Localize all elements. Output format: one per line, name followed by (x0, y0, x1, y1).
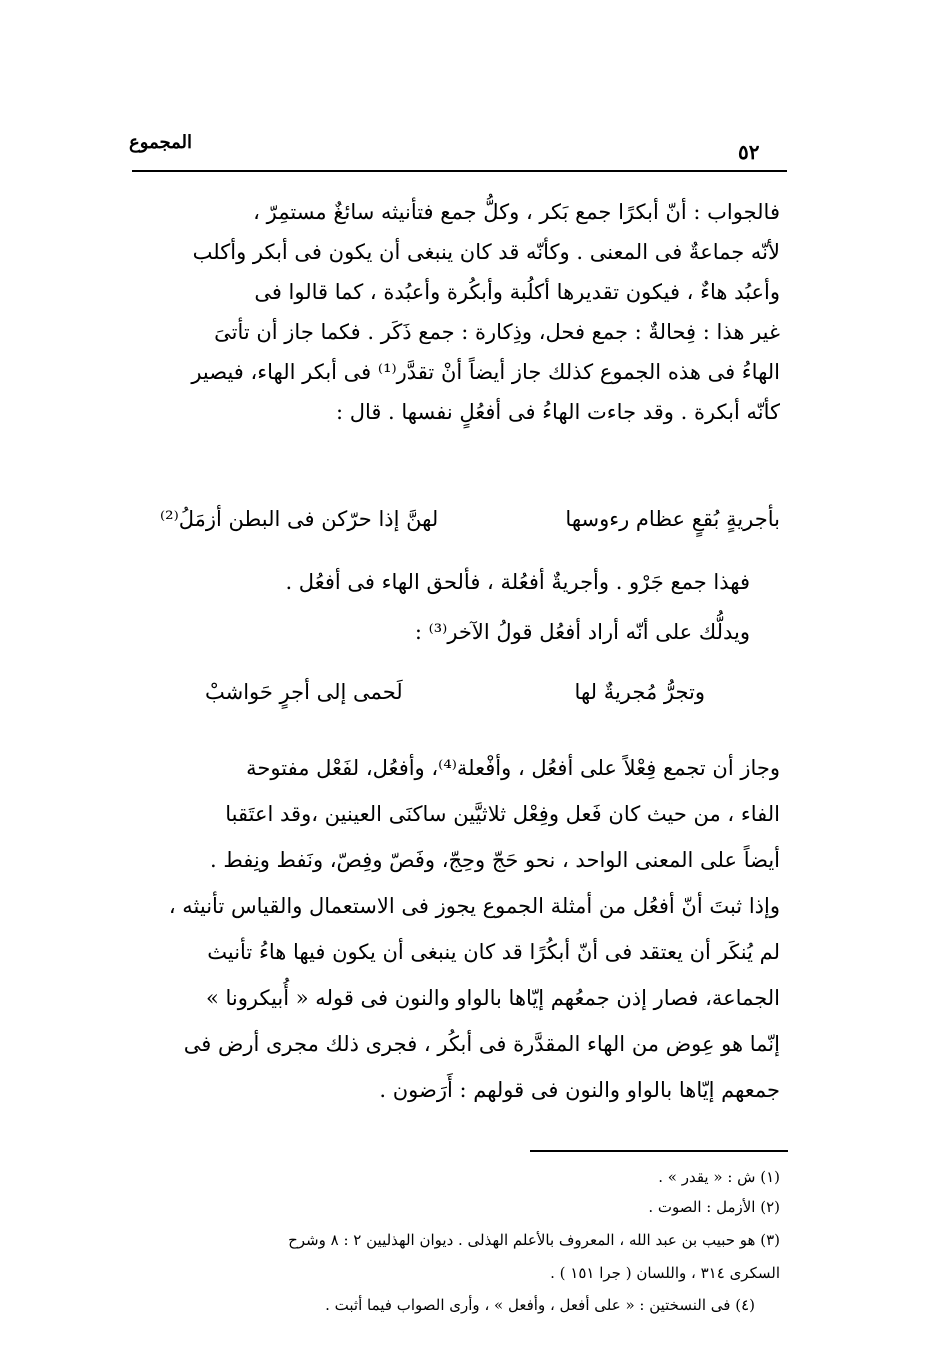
verse-1-second-hemistich: لهنَّ إذا حرّكن فى البطن أزمَلُ⁽²⁾ (160, 507, 439, 531)
text-line: إنّما هو عِوض من الهاء المقدَّرة فى أبكُر ، فجرى ذلك مجرى أرض فى (183, 1032, 780, 1056)
paragraph-2 (140, 745, 780, 1113)
text-line: كأنّه أبكرة . وقد جاءت الهاءُ فى أفعُلٍ نفسها . قال : (335, 400, 780, 424)
text-line: لأنّه جماعةٌ فى المعنى . وكأنّه قد كان ينبغى أن يكون فى أبكر وأكلب (192, 240, 780, 264)
text-line: جمعهم إيّاها بالواو والنون فى قولهم : أَرَضون . (379, 1078, 780, 1102)
verse-1-first-hemistich: بأجريةٍ بُقعٍ عظام رءوسها (565, 507, 780, 531)
footnote-4: (٤) فى النسختين : « على أفعل ، وأفعل » ، وأرى الصواب فيما أثبت . (325, 1296, 755, 1314)
text-line: ويدلُّك على أنّه أراد أفعُل قولُ الآخر⁽³⁾ : (414, 620, 750, 644)
text-line: الفاء ، من حيث كان فَعل وفِعْل ثلاثيَّين ساكنَى العينين ،وقد اعتَقبا (225, 802, 780, 826)
footnote-rule (530, 1150, 788, 1152)
footnote-3: (٣) هو حبيب بن عبد الله ، المعروف بالأعلم الهذلى . ديوان الهذليين ٢ : ٨ وشرح (288, 1231, 780, 1249)
text-line: وجاز أن تجمع فِعْلاً على أفعُل ، وأفْعلة⁽⁴⁾، وأفعُل، لفَعْل مفتوحة (246, 756, 780, 780)
text-line: وأعبُد هاءٌ ، فيكون تقديرها أكلُبة وأبكُرة وأعبُدة ، كما قالوا فى (254, 280, 780, 304)
text-line: فالجواب : أنّ أبكرًا جمع بَكر ، وكلُّ جمع فتأنيثه سائغٌ مستمِرّ ، (253, 200, 780, 224)
verse-2-second-hemistich: لَحمى إلى أجرٍ حَواشبْ (205, 680, 403, 704)
text-line: فهذا جمع جَرْو . وأجريةٌ أفعُلة ، فألحق الهاء فى أفعُل . (285, 570, 750, 594)
page-number: ٥٢ (738, 140, 760, 164)
footnote-1: (١) ش : « يقدر » . (658, 1168, 780, 1186)
text-line: الجماعة، فصار إذن جمعُهم إيّاها بالواو والنون فى قوله « أُبيكرونا » (206, 986, 780, 1010)
text-line: وإذا ثبتَ أنّ أفعُل من أمثلة الجموع يجوز فى الاستعمال والقياس تأنيثه ، (168, 894, 780, 918)
footnote-3-continued: السكرى ٣١٤ ، واللسان ( جرا ١٥١ ) . (550, 1264, 780, 1282)
header-rule (132, 170, 787, 172)
text-line: أيضاً على المعنى الواحد ، نحو حَجّ وحِجّ، وفَصّ وفِصّ، ونَفط ونِفط . (209, 848, 780, 872)
text-line: غير هذا : فِحالةٌ : جمع فحل، وذِكارة : جمع ذَكَر . فكما جاز أن تأتىَ (214, 320, 780, 344)
running-header-title: المجموع (129, 132, 192, 153)
footnote-2: (٢) الأزمل : الصوت . (648, 1198, 780, 1216)
verse-2-first-hemistich: وتجرُّ مُجريةٌ لها (574, 680, 705, 704)
paragraph-1 (140, 192, 780, 432)
text-line: الهاءُ فى هذه الجموع كذلك جاز أيضاً أنْ تقدَّر⁽¹⁾ فى أبكر الهاء، فيصير (191, 360, 780, 384)
text-line: لم يُنكَر أن يعتقد فى أنّ أبكُرًا قد كان ينبغى أن يكون فيها هاءُ تأنيث (207, 940, 780, 964)
